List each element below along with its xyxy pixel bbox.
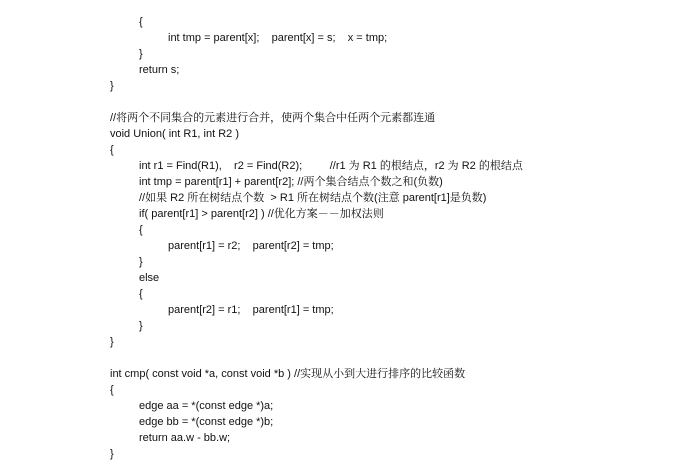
- code-line: int cmp( const void *a, const void *b ) //实现从小到大进行排序的比较函数: [110, 368, 466, 380]
- code-comment-line: //如果 R2 所在树结点个数 > R1 所在树结点个数(注意 parent[r1]是负数): [139, 192, 487, 204]
- code-line: return s;: [139, 64, 180, 76]
- code-line: {: [139, 16, 143, 28]
- code-line: return aa.w - bb.w;: [139, 432, 231, 444]
- code-line: if( parent[r1] > parent[r2] ) //优化方案－－加权法则: [139, 208, 384, 220]
- code-line: }: [110, 448, 114, 460]
- code-line: }: [110, 336, 114, 348]
- code-line: else: [139, 272, 160, 284]
- code-line: }: [139, 256, 143, 268]
- code-line: }: [139, 320, 143, 332]
- code-line: {: [139, 288, 143, 300]
- code-line: {: [139, 224, 143, 236]
- code-line: {: [110, 384, 114, 396]
- code-line: int tmp = parent[r1] + parent[r2]; //两个集合结点个数之和(负数): [139, 176, 443, 188]
- code-line: void Union( int R1, int R2 ): [110, 128, 239, 140]
- code-line: }: [110, 80, 114, 92]
- code-line: edge bb = *(const edge *)b;: [139, 416, 274, 428]
- code-line: int tmp = parent[x]; parent[x] = s; x = tmp;: [168, 32, 388, 44]
- code-line: }: [139, 48, 143, 60]
- code-line: parent[r2] = r1; parent[r1] = tmp;: [168, 304, 334, 316]
- code-line: {: [110, 144, 114, 156]
- code-line: int r1 = Find(R1), r2 = Find(R2); //r1 为 R1 的根结点，r2 为 R2 的根结点: [139, 160, 523, 172]
- code-comment-line: //将两个不同集合的元素进行合并，使两个集合中任两个元素都连通: [110, 112, 436, 124]
- code-line: parent[r1] = r2; parent[r2] = tmp;: [168, 240, 334, 252]
- code-line: edge aa = *(const edge *)a;: [139, 400, 274, 412]
